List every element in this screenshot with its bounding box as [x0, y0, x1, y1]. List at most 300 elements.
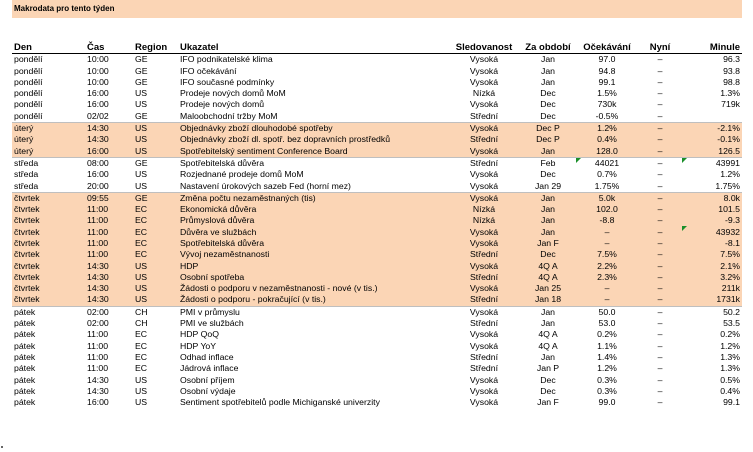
cell-ukazatel: IFO očekávání	[180, 65, 237, 76]
cell-region: US	[133, 260, 178, 271]
cell-ukazatel: Důvěra ve službách	[178, 226, 448, 237]
cell-region: CH	[133, 306, 178, 318]
cell-sled: Vysoká	[469, 99, 499, 110]
cell-region: US	[133, 272, 178, 283]
cell-ocek: 1.1%	[597, 340, 617, 351]
cell-den: pátek	[12, 306, 85, 318]
table-row	[12, 386, 742, 397]
cell-nyni: –	[657, 65, 663, 76]
cell-den: čtvrtek	[12, 283, 85, 294]
cell-den: pátek	[14, 397, 36, 408]
cell-ocek: 102.0	[576, 204, 638, 215]
cell-nyni: –	[638, 134, 682, 145]
cell-ocek: 2.3%	[576, 272, 638, 283]
table-row	[12, 110, 742, 122]
cell-region: EC	[135, 340, 148, 351]
cell-den: pátek	[14, 374, 36, 385]
cell-ukazatel: Spotřebitelská důvěra	[178, 157, 448, 169]
cell-nyni: –	[657, 318, 663, 329]
cell-minule	[682, 110, 742, 122]
cell-den: pondělí	[14, 65, 43, 76]
cell-ukazatel: Žádosti o podporu v nezaměstnanosti - nové (v tis.)	[178, 283, 448, 294]
cell-ukazatel: HDP QoQ	[180, 329, 219, 340]
cell-minule: 126.5	[682, 145, 742, 157]
cell-nyni: –	[657, 76, 663, 87]
header-region: Region	[133, 41, 178, 54]
cell-ocek: 97.0	[598, 54, 616, 65]
cell-cas: 16:00	[87, 99, 109, 110]
cell-region: EC	[133, 215, 178, 226]
cell-sled: Vysoká	[448, 283, 520, 294]
table-row	[12, 134, 742, 145]
cell-obdobi: 4Q A	[538, 340, 558, 351]
cell-sled: Střední	[469, 363, 498, 374]
table-row	[12, 145, 742, 157]
cell-ukazatel: Osobní výdaje	[180, 385, 236, 396]
cell-nyni: –	[657, 374, 663, 385]
cell-ocek: -8.8	[576, 215, 638, 226]
cell-den: úterý	[12, 122, 85, 134]
table-row	[12, 374, 742, 385]
table-body	[12, 54, 742, 409]
cell-sled: Střední	[469, 351, 498, 362]
macro-data-table	[12, 41, 742, 408]
cell-ocek: 1.75%	[594, 180, 620, 191]
cell-obdobi: Jan F	[520, 238, 576, 249]
cell-sled: Vysoká	[469, 65, 499, 76]
cell-minule: 1.2%	[720, 169, 740, 180]
comment-marker-icon	[682, 158, 687, 163]
comment-marker-icon	[682, 226, 687, 231]
cell-nyni: –	[638, 272, 682, 283]
cell-minule: -8.1	[682, 238, 742, 249]
cell-minule: 0.5%	[720, 374, 740, 385]
cell-minule: 1731k	[682, 294, 742, 306]
table-row	[12, 329, 742, 340]
cell-nyni: –	[657, 110, 663, 121]
cell-nyni: –	[638, 249, 682, 260]
cell-region: US	[133, 122, 178, 134]
cell-ukazatel: Nastavení úrokových sazeb Fed (horní mez)	[180, 180, 351, 191]
cell-ukazatel: Vývoj nezaměstnanosti	[178, 249, 448, 260]
cell-cas: 14:30	[85, 134, 133, 145]
cell-sled: Střední	[448, 294, 520, 306]
table-row	[12, 192, 742, 204]
table-row	[12, 122, 742, 134]
cell-minule: 3.2%	[682, 272, 742, 283]
cell-region: CH	[135, 318, 148, 329]
cell-minule: 1.2%	[720, 340, 740, 351]
cell-cas: 02/02	[87, 110, 109, 121]
cell-region: GE	[133, 157, 178, 169]
cell-nyni: –	[657, 385, 663, 396]
cell-cas: 14:30	[85, 294, 133, 306]
table-row	[12, 340, 742, 351]
cell-ukazatel: Osobní spotřeba	[178, 272, 448, 283]
cell-obdobi: Jan	[540, 76, 555, 87]
cell-nyni: –	[638, 294, 682, 306]
cell-den: středa	[12, 157, 85, 169]
header-row	[12, 41, 742, 54]
cell-obdobi: Jan	[520, 215, 576, 226]
cell-ocek: 50.0	[576, 306, 638, 318]
cell-sled: Nízká	[448, 204, 520, 215]
cell-ukazatel: HDP	[178, 260, 448, 271]
cell-ocek: 44021	[576, 157, 638, 169]
cell-den: čtvrtek	[12, 238, 85, 249]
cell-ocek: 53.0	[598, 318, 616, 329]
cell-minule: 96.3	[723, 54, 740, 65]
header-minule: Minule	[682, 41, 742, 54]
cell-nyni: –	[638, 260, 682, 271]
cell-minule: 1.3%	[720, 363, 740, 374]
table-row	[12, 283, 742, 294]
cell-den: pondělí	[14, 88, 43, 99]
cell-cas: 02:00	[87, 318, 109, 329]
cell-nyni: –	[657, 340, 663, 351]
table-row	[12, 169, 742, 180]
cell-region: US	[133, 134, 178, 145]
header-ukazatel: Ukazatel	[178, 41, 448, 54]
cell-nyni: –	[638, 192, 682, 204]
cell-minule: -9.3	[682, 215, 742, 226]
cell-ukazatel: Změna počtu nezaměstnaných (tis)	[178, 192, 448, 204]
cell-sled: Vysoká	[469, 329, 499, 340]
cell-minule: 93.8	[723, 65, 740, 76]
cell-cas: 14:30	[87, 374, 109, 385]
cell-region: US	[135, 88, 148, 99]
table-row	[12, 363, 742, 374]
cell-den: pondělí	[14, 99, 43, 110]
cell-obdobi: Dec	[540, 374, 556, 385]
cell-den: pátek	[14, 351, 36, 362]
table-row	[12, 180, 742, 192]
table-row	[12, 77, 742, 88]
cell-obdobi: Jan	[540, 65, 555, 76]
cell-region: US	[133, 294, 178, 306]
cell-den: středa	[14, 180, 39, 191]
cell-obdobi: Dec P	[520, 134, 576, 145]
cell-ukazatel: Průmyslová důvěra	[178, 215, 448, 226]
header-den: Den	[12, 41, 85, 54]
cell-obdobi: Jan	[520, 306, 576, 318]
cell-cas: 14:30	[85, 122, 133, 134]
cell-cas: 16:00	[87, 169, 109, 180]
cell-den: čtvrtek	[12, 226, 85, 237]
cell-obdobi: Dec P	[520, 122, 576, 134]
cell-region: EC	[135, 363, 148, 374]
cell-obdobi: Dec	[540, 88, 556, 99]
cell-ocek: –	[576, 226, 638, 237]
cell-den: čtvrtek	[12, 215, 85, 226]
cell-region: US	[133, 145, 178, 157]
cell-cas: 14:30	[85, 283, 133, 294]
table-row	[12, 157, 742, 169]
cell-den: pátek	[14, 340, 36, 351]
cell-ocek: 1.4%	[597, 351, 617, 362]
cell-cas: 20:00	[87, 180, 109, 191]
cell-region: GE	[133, 192, 178, 204]
cell-ukazatel: Prodeje nových domů	[180, 99, 265, 110]
cell-ukazatel: Sentiment spotřebitelů podle Michiganské univerzity	[180, 397, 380, 408]
cell-region: GE	[135, 110, 148, 121]
cell-sled: Vysoká	[448, 122, 520, 134]
cell-den: čtvrtek	[12, 272, 85, 283]
cell-minule: 0.4%	[720, 385, 740, 396]
cell-nyni: –	[638, 215, 682, 226]
cell-obdobi: Dec	[520, 249, 576, 260]
sheet-title: Makrodata pro tento týden	[12, 0, 742, 18]
cell-ukazatel: PMI ve službách	[180, 318, 244, 329]
cell-region: GE	[135, 76, 148, 87]
cell-nyni: –	[657, 180, 663, 191]
header-nyni: Nyní	[638, 41, 682, 54]
cell-cas: 11:00	[85, 226, 133, 237]
table-row	[12, 249, 742, 260]
cell-region: US	[135, 397, 148, 408]
cell-region: US	[135, 180, 148, 191]
cell-ocek: -0.5%	[595, 110, 619, 121]
cell-ukazatel: IFO podnikatelské klima	[180, 54, 273, 65]
cell-marker	[1, 446, 3, 448]
cell-obdobi: 4Q A	[520, 260, 576, 271]
cell-cas: 11:00	[85, 249, 133, 260]
cell-ocek: 0.4%	[576, 134, 638, 145]
cell-minule: 1.75%	[715, 180, 740, 191]
cell-obdobi: Jan 29	[534, 180, 562, 191]
cell-cas: 02:00	[85, 306, 133, 318]
cell-sled: Nízká	[472, 88, 496, 99]
cell-minule: 211k	[682, 283, 742, 294]
cell-sled: Střední	[448, 157, 520, 169]
cell-obdobi: Jan	[540, 54, 555, 65]
cell-ocek: –	[576, 294, 638, 306]
cell-obdobi: 4Q A	[538, 329, 558, 340]
table-row	[12, 54, 742, 66]
cell-nyni: –	[657, 99, 663, 110]
cell-den: pondělí	[14, 76, 43, 87]
cell-minule: 1.3%	[720, 88, 740, 99]
cell-ukazatel: Odhad inflace	[180, 351, 234, 362]
cell-region: US	[135, 374, 148, 385]
cell-region: US	[135, 169, 148, 180]
cell-obdobi: 4Q A	[520, 272, 576, 283]
cell-ocek: 5.0k	[576, 192, 638, 204]
table-row	[12, 352, 742, 363]
cell-obdobi: Jan	[540, 318, 555, 329]
header-ocekavani: Očekávání	[576, 41, 638, 54]
header-sledovanost: Sledovanost	[448, 41, 520, 54]
cell-region: US	[135, 385, 148, 396]
cell-obdobi: Jan	[520, 192, 576, 204]
cell-cas: 11:00	[87, 329, 109, 340]
cell-ukazatel: Spotřebitelský sentiment Conference Board	[178, 145, 448, 157]
cell-den: středa	[14, 169, 39, 180]
cell-den: pátek	[14, 318, 36, 329]
cell-ocek: 1.5%	[597, 88, 617, 99]
cell-ocek: 1.2%	[576, 122, 638, 134]
cell-sled: Střední	[448, 249, 520, 260]
cell-ukazatel: Osobní příjem	[180, 374, 235, 385]
cell-ukazatel: Spotřebitelská důvěra	[178, 238, 448, 249]
cell-sled: Vysoká	[469, 180, 499, 191]
cell-sled: Střední	[469, 318, 498, 329]
cell-sled: Střední	[448, 134, 520, 145]
cell-nyni: –	[638, 204, 682, 215]
cell-minule: 53.5	[723, 318, 740, 329]
cell-ukazatel: PMI v průmyslu	[178, 306, 448, 318]
cell-ukazatel: Objednávky zboží dlouhodobé spotřeby	[178, 122, 448, 134]
cell-cas: 10:00	[87, 65, 109, 76]
cell-den: čtvrtek	[12, 204, 85, 215]
cell-den: čtvrtek	[12, 260, 85, 271]
cell-den: pátek	[14, 363, 36, 374]
table-row	[12, 215, 742, 226]
table-row	[12, 238, 742, 249]
cell-ukazatel: Maloobchodní tržby MoM	[180, 110, 278, 121]
cell-ukazatel: Rozjednané prodeje domů MoM	[180, 169, 304, 180]
cell-sled: Vysoká	[469, 169, 499, 180]
cell-region: EC	[135, 351, 148, 362]
table-row	[12, 226, 742, 237]
cell-ocek: 99.0	[598, 397, 616, 408]
table-row	[12, 88, 742, 99]
cell-ocek: 99.1	[598, 76, 616, 87]
cell-cas: 16:00	[87, 88, 109, 99]
cell-obdobi: Jan	[520, 145, 576, 157]
cell-minule: -2.1%	[682, 122, 742, 134]
cell-cas: 11:00	[87, 340, 109, 351]
cell-nyni: –	[657, 54, 663, 65]
cell-ukazatel: Prodeje nových domů MoM	[180, 88, 286, 99]
cell-cas: 14:30	[85, 260, 133, 271]
cell-minule: 0.2%	[720, 329, 740, 340]
cell-nyni: –	[638, 145, 682, 157]
cell-cas: 09:55	[85, 192, 133, 204]
cell-sled: Vysoká	[448, 145, 520, 157]
cell-obdobi: Jan 18	[520, 294, 576, 306]
cell-minule: 98.8	[723, 76, 740, 87]
cell-den: pátek	[14, 385, 36, 396]
cell-ocek: 7.5%	[576, 249, 638, 260]
cell-ocek: 94.8	[598, 65, 616, 76]
cell-ocek: 2.2%	[576, 260, 638, 271]
table-row	[12, 99, 742, 110]
cell-region: US	[135, 99, 148, 110]
cell-obdobi: Feb	[520, 157, 576, 169]
cell-ocek: 0.7%	[597, 169, 617, 180]
cell-cas: 16:00	[87, 397, 109, 408]
cell-den: úterý	[12, 134, 85, 145]
cell-sled: Vysoká	[469, 385, 499, 396]
cell-minule: 7.5%	[682, 249, 742, 260]
cell-den: pondělí	[14, 54, 43, 65]
cell-sled: Střední	[448, 272, 520, 283]
table-row	[12, 204, 742, 215]
cell-region: EC	[133, 226, 178, 237]
cell-region: EC	[135, 329, 148, 340]
cell-ocek: 128.0	[576, 145, 638, 157]
cell-nyni: –	[657, 169, 663, 180]
cell-nyni: –	[638, 157, 682, 169]
header-obdobi: Za období	[520, 41, 576, 54]
cell-den: pátek	[14, 329, 36, 340]
cell-obdobi: Jan P	[536, 363, 560, 374]
cell-region: GE	[135, 54, 148, 65]
cell-region: US	[133, 283, 178, 294]
cell-cas: 11:00	[87, 363, 109, 374]
cell-obdobi: Jan	[520, 226, 576, 237]
cell-sled: Vysoká	[469, 374, 499, 385]
cell-minule: 719k	[721, 99, 740, 110]
header-cas: Čas	[85, 41, 133, 54]
cell-nyni: –	[638, 238, 682, 249]
cell-ukazatel: Žádosti o podporu - pokračující (v tis.)	[178, 294, 448, 306]
cell-ocek: 1.2%	[597, 363, 617, 374]
cell-nyni: –	[657, 363, 663, 374]
cell-sled: Vysoká	[469, 54, 499, 65]
cell-den: úterý	[12, 145, 85, 157]
cell-ocek: 0.3%	[597, 385, 617, 396]
cell-nyni: –	[657, 351, 663, 362]
cell-obdobi: Jan F	[537, 397, 559, 408]
cell-nyni: –	[638, 306, 682, 318]
cell-minule: 99.1	[723, 397, 740, 408]
cell-cas: 16:00	[85, 145, 133, 157]
cell-den: čtvrtek	[12, 249, 85, 260]
cell-sled: Vysoká	[448, 260, 520, 271]
cell-obdobi: Jan	[540, 351, 555, 362]
cell-region: GE	[135, 65, 148, 76]
cell-cas: 10:00	[87, 54, 109, 65]
cell-nyni: –	[657, 88, 663, 99]
cell-sled: Vysoká	[469, 397, 499, 408]
cell-minule: 1.3%	[720, 351, 740, 362]
cell-ukazatel: Ekonomická důvěra	[178, 204, 448, 215]
cell-cas: 11:00	[87, 351, 109, 362]
cell-minule: 8.0k	[682, 192, 742, 204]
cell-cas: 14:30	[85, 272, 133, 283]
cell-cas: 10:00	[87, 76, 109, 87]
table-row	[12, 306, 742, 318]
cell-obdobi: Jan	[520, 204, 576, 215]
cell-cas: 11:00	[85, 204, 133, 215]
cell-nyni: –	[638, 283, 682, 294]
table-row	[12, 294, 742, 306]
cell-ukazatel: HDP YoY	[180, 340, 217, 351]
cell-minule: 43991	[682, 157, 742, 169]
cell-den: čtvrtek	[12, 294, 85, 306]
cell-nyni: –	[657, 329, 663, 340]
cell-minule: 50.2	[682, 306, 742, 318]
cell-sled: Vysoká	[448, 238, 520, 249]
cell-ocek: 0.2%	[597, 329, 617, 340]
table-row	[12, 397, 742, 408]
table-row	[12, 260, 742, 271]
cell-region: EC	[133, 204, 178, 215]
cell-obdobi: Dec	[540, 385, 556, 396]
cell-ocek: 0.3%	[597, 374, 617, 385]
cell-obdobi: Dec	[540, 99, 556, 110]
cell-sled: Vysoká	[448, 226, 520, 237]
cell-sled: Vysoká	[469, 340, 499, 351]
cell-cas: 11:00	[85, 238, 133, 249]
cell-obdobi: Jan 25	[520, 283, 576, 294]
comment-marker-icon	[576, 158, 581, 163]
cell-minule: 43932	[682, 226, 742, 237]
cell-minule: 2.1%	[682, 260, 742, 271]
cell-obdobi: Dec	[540, 110, 556, 121]
